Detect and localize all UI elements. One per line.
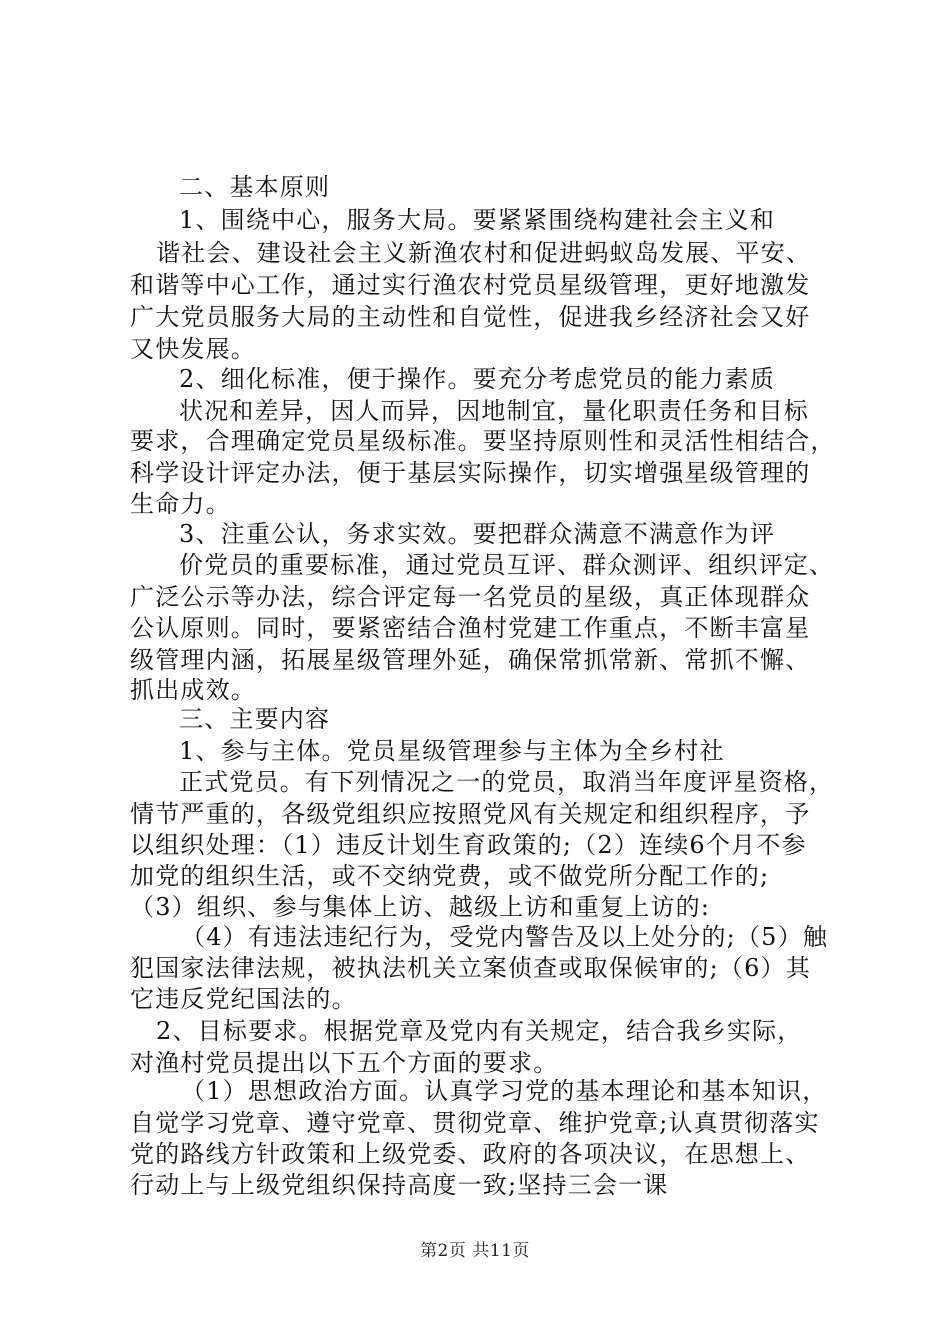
text-line: 谐社会、建设社会主义新渔农村和促进蚂蚁岛发展、平安、: [156, 239, 812, 267]
page-number-footer: 第2页 共11页: [420, 1241, 530, 1261]
text-line: 2、目标要求。根据党章及党内有关规定，结合我乡实际，: [156, 1017, 803, 1045]
text-line: 以组织处理：（1）违反计划生育政策的;（2）连续6个月不参: [130, 831, 807, 859]
text-line: 对渔村党员提出以下五个方面的要求。: [130, 1049, 559, 1077]
text-line: 正式党员。有下列情况之一的党员，取消当年度评星资格，: [179, 768, 835, 796]
text-line: 自觉学习党章、遵守党章、贯彻党章、维护党章;认真贯彻落实: [130, 1109, 820, 1137]
text-line: （1）思想政治方面。认真学习党的基本理论和基本知识，: [181, 1077, 828, 1105]
text-line: 党的路线方针政策和上级党委、政府的各项决议，在思想上、: [130, 1140, 811, 1168]
text-line: 公认原则。同时，要紧密结合渔村党建工作重点，不断丰富星: [130, 614, 811, 642]
text-line: 抓出成效。: [130, 676, 256, 704]
text-line: 广大党员服务大局的主动性和自觉性，促进我乡经济社会又好: [130, 303, 811, 331]
text-line: 1、围绕中心，服务大局。要紧紧围绕构建社会主义和: [179, 206, 776, 234]
text-line: 1、参与主体。党员星级管理参与主体为全乡村社: [179, 737, 725, 765]
text-line: 级管理内涵，拓展星级管理外延，确保常抓常新、常抓不懈、: [130, 646, 811, 674]
text-line: 科学设计评定办法，便于基层实际操作，切实增强星级管理的: [130, 459, 811, 487]
text-line: 3、注重公认，务求实效。要把群众满意不满意作为评: [179, 520, 776, 548]
text-line: 三、主要内容: [179, 705, 331, 733]
text-line: 2、细化标准，便于操作。要充分考虑党员的能力素质: [179, 365, 776, 393]
text-line: 又快发展。: [130, 335, 256, 363]
text-line: （3）组织、参与集体上访、越级上访和重复上访的:: [130, 893, 711, 921]
text-line: 和谐等中心工作，通过实行渔农村党员星级管理，更好地激发: [130, 271, 811, 299]
text-line: 犯国家法律法规，被执法机关立案侦查或取保候审的;（6）其: [130, 954, 811, 982]
text-line: 价党员的重要标准，通过党员互评、群众测评、组织评定、: [179, 551, 835, 579]
text-line: 二、基本原则: [179, 173, 331, 201]
text-line: 行动上与上级党组织保持高度一致;坚持三会一课: [130, 1171, 669, 1199]
text-line: 它违反党纪国法的。: [130, 985, 357, 1013]
text-line: 要求，合理确定党员星级标准。要坚持原则性和灵活性相结合，: [130, 427, 836, 455]
text-line: 状况和差异，因人而异，因地制宜，量化职责任务和目标: [179, 397, 809, 425]
text-line: 情节严重的，各级党组织应按照党风有关规定和组织程序，予: [130, 800, 811, 828]
text-line: （4）有违法违纪行为，受党内警告及以上处分的;（5）触: [181, 923, 829, 951]
text-line: 广泛公示等办法，综合评定每一名党员的星级，真正体现群众: [130, 583, 811, 611]
text-line: 加党的组织生活，或不交纳党费，或不做党所分配工作的;: [130, 862, 770, 890]
text-line: 生命力。: [130, 490, 231, 518]
